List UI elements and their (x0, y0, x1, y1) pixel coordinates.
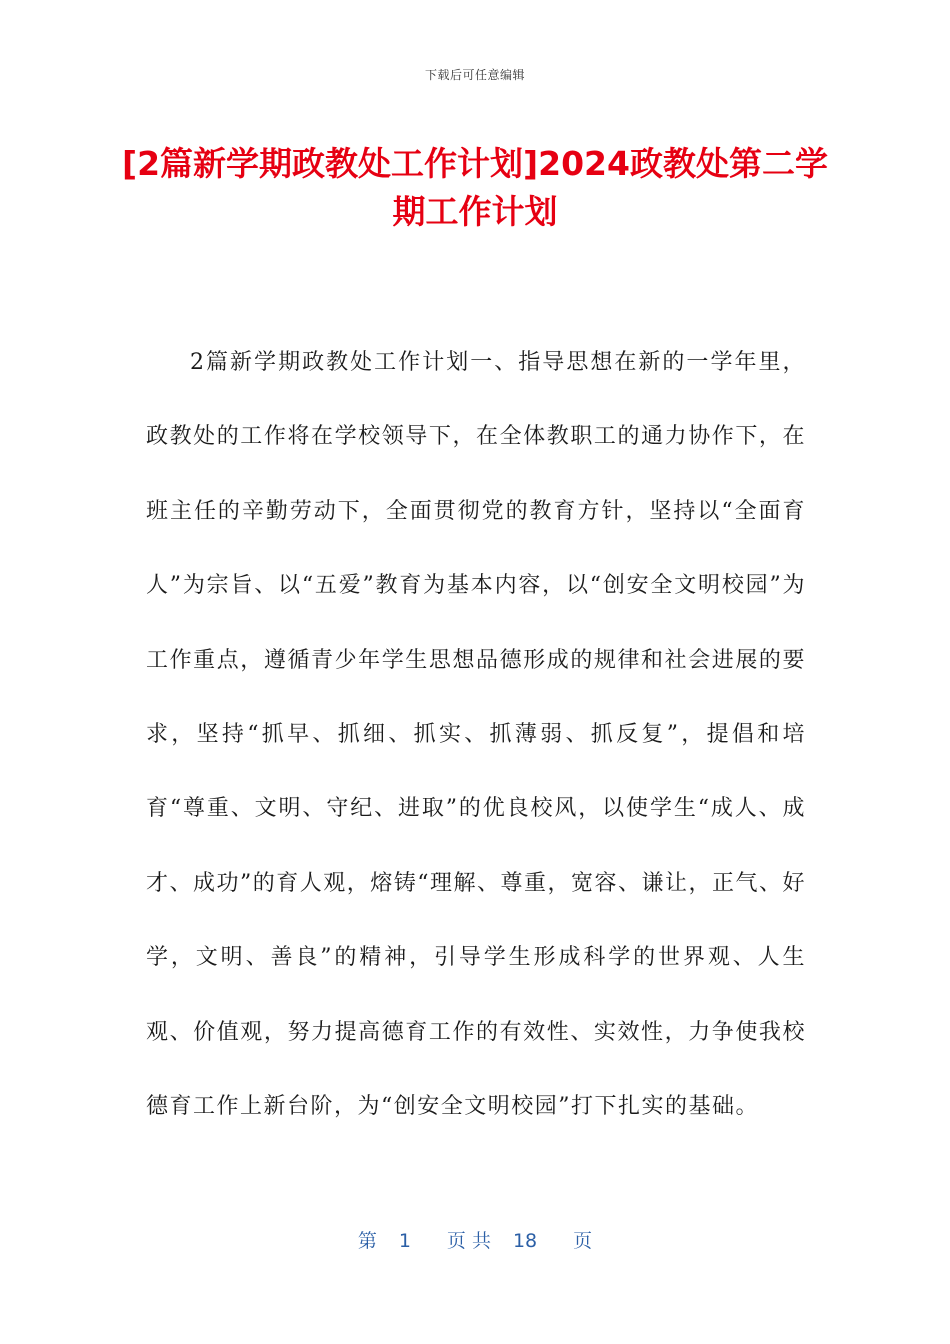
footer-prefix: 第 (357, 1230, 377, 1252)
footer-current-page: 1 (398, 1230, 411, 1252)
footer-middle: 页 共 (446, 1230, 491, 1252)
document-title: [2篇新学期政教处工作计划]2024政教处第二学期工作计划 (122, 144, 828, 231)
body-paragraph: 2篇新学期政教处工作计划一、指导思想在新的一学年里，政教处的工作将在学校领导下，在全体教职工的通力协作下，在班主任的辛勤劳动下，全面贯彻党的教育方针，坚持以“全面育人”为宗旨、以“五爱”教育为基本内容，以“创安全文明校园”为工作重点，遵循青少年学生思想品德形成的规律和社会进展的要求，坚持“抓早、抓细、抓实、抓薄弱、抓反复”，提倡和培育“尊重、文明、守纪、进取”的优良校风，以使学生“成人、成才、成功”的育人观，熔铸“理解、尊重，宽容、谦让，正气、好学，文明、善良”的精神，引导学生形成科学的世界观、人生观、价值观，努力提高德育工作的有效性、实效性，力争使我校德育工作上新台阶，为“创安全文明校园”打下扎实的基础。 (146, 350, 806, 1120)
footer-total-pages: 18 (512, 1230, 538, 1252)
footer-suffix: 页 (573, 1230, 593, 1252)
header-note: 下载后可任意编辑 (424, 68, 525, 82)
page-footer (0, 1226, 950, 1253)
